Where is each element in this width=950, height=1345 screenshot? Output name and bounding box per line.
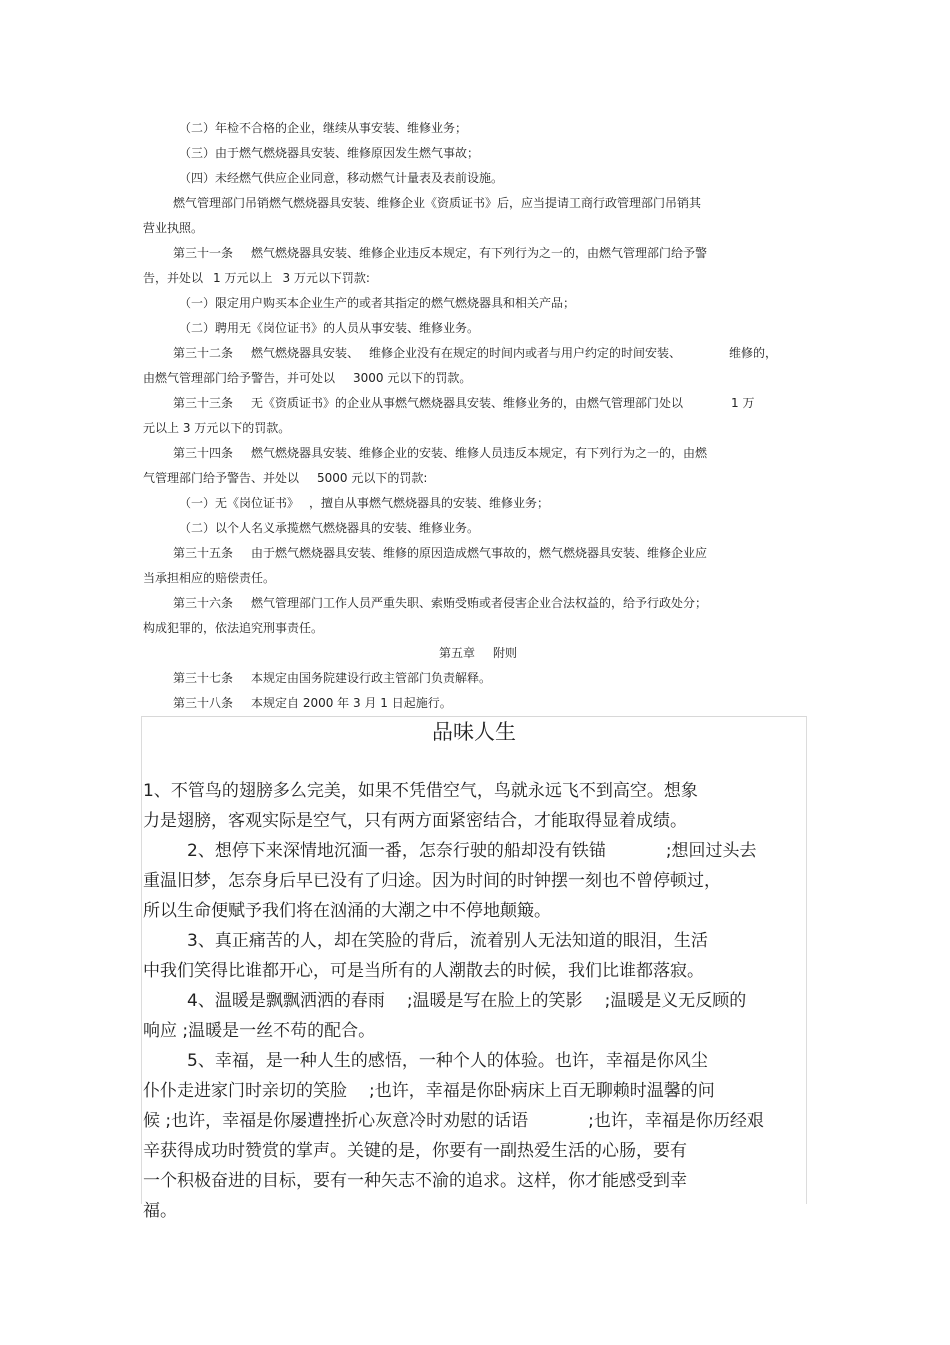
essay-line: 仆仆走进家门时亲切的笑脸 ;也许，幸福是你卧病床上百无聊赖时温馨的问	[143, 1081, 715, 1101]
essay-body	[143, 776, 803, 1226]
article-number: 第三十八条	[173, 696, 234, 710]
essay-line: 4、温暖是飘飘洒洒的春雨 ;温暖是写在脸上的笑影 ;温暖是义无反顾的	[187, 991, 747, 1011]
article-number: 第三十四条	[173, 446, 234, 460]
article-38: 第三十八条 本规定自 2000 年 3 月 1 日起施行。	[173, 696, 452, 710]
essay-line: 一个积极奋进的目标，要有一种矢志不渝的追求。这样，你才能感受到幸	[143, 1171, 687, 1191]
article-number: 第三十二条	[173, 346, 234, 360]
reg-line: （三）由于燃气燃烧器具安装、维修原因发生燃气事故；	[179, 146, 480, 160]
essay-line: 所以生命便赋予我们将在汹涌的大潮之中不停地颠簸。	[143, 901, 551, 921]
article-number: 第三十七条	[173, 671, 234, 685]
article-35: 第三十五条 由于燃气燃烧器具安装、维修的原因造成燃气事故的，燃气燃烧器具安装、维修企业应	[173, 546, 708, 560]
article-36: 第三十六条 燃气管理部门工作人员严重失职、索贿受贿或者侵害企业合法权益的，给予行政处分；	[173, 596, 708, 610]
essay-line: 重温旧梦，怎奈身后早已没有了归途。因为时间的时钟摆一刻也不曾停顿过，	[143, 871, 721, 891]
reg-line: （二）聘用无《岗位证书》的人员从事安装、维修业务。	[179, 321, 480, 335]
article-37: 第三十七条 本规定由国务院建设行政主管部门负责解释。	[173, 671, 492, 685]
essay-line: 5、幸福，是一种人生的感悟，一种个人的体验。也许，幸福是你风尘	[187, 1051, 708, 1071]
essay-line: 力是翅膀，客观实际是空气，只有两方面紧密结合，才能取得显着成绩。	[143, 811, 687, 831]
reg-line: （一）限定用户购买本企业生产的或者其指定的燃气燃烧器具和相关产品；	[179, 296, 576, 310]
chapter-heading: 第五章 附则	[438, 646, 518, 660]
essay-line: 1、不管鸟的翅膀多么完美，如果不凭借空气，鸟就永远飞不到高空。想象	[143, 781, 698, 801]
reg-line: 告，并处以 1 万元以上 3 万元以下罚款:	[143, 271, 370, 285]
reg-line: （四）未经燃气供应企业同意，移动燃气计量表及表前设施。	[179, 171, 504, 185]
reg-line: 营业执照。	[143, 221, 204, 235]
article-number: 第三十六条	[173, 596, 234, 610]
article-number: 第三十三条	[173, 396, 234, 410]
reg-line: （二）年检不合格的企业，继续从事安装、维修业务；	[179, 121, 468, 135]
reg-line: （一）无《岗位证书》 ，擅自从事燃气燃烧器具的安装、维修业务；	[179, 496, 550, 510]
reg-line: 气管理部门给予警告、并处以 5000 元以下的罚款:	[143, 471, 428, 485]
essay-line: 3、真正痛苦的人，却在笑脸的背后，流着别人无法知道的眼泪，生活	[187, 931, 708, 951]
essay-line: 候 ;也许，幸福是你屡遭挫折心灰意冷时劝慰的话语 ;也许，幸福是你历经艰	[143, 1111, 764, 1131]
article-32: 第三十二条 燃气燃烧器具安装、 维修企业没有在规定的时间内或者与用户约定的时间安装、 维修的，	[173, 346, 778, 360]
article-number: 第三十一条	[173, 246, 234, 260]
article-number: 第三十五条	[173, 546, 234, 560]
essay-line: 辛获得成功时赞赏的掌声。关键的是，你要有一副热爱生活的心肠，要有	[143, 1141, 687, 1161]
regulation-text	[143, 116, 813, 716]
reg-line: 燃气管理部门吊销燃气燃烧器具安装、维修企业《资质证书》后，应当提请工商行政管理部门吊销其	[173, 196, 702, 210]
reg-line: 当承担相应的赔偿责任。	[143, 571, 276, 585]
essay-line: 福。	[143, 1201, 177, 1221]
reg-line: 构成犯罪的，依法追究刑事责任。	[143, 621, 324, 635]
article-34: 第三十四条 燃气燃烧器具安装、维修企业的安装、维修人员违反本规定，有下列行为之一的，由燃	[173, 446, 708, 460]
article-31	[143, 241, 813, 266]
reg-line: 元以上 3 万元以下的罚款。	[143, 421, 291, 435]
reg-line: 由燃气管理部门给予警告，并可处以 3000 元以下的罚款。	[143, 371, 472, 385]
essay-title: 品味人生	[432, 720, 516, 744]
essay-line: 2、想停下来深情地沉湎一番，怎奈行驶的船却没有铁锚 ;想回过头去	[187, 841, 757, 861]
reg-line: （二）以个人名义承揽燃气燃烧器具的安装、维修业务。	[179, 521, 480, 535]
essay-line: 中我们笑得比谁都开心，可是当所有的人潮散去的时候，我们比谁都落寂。	[143, 961, 704, 981]
essay-line: 响应 ;温暖是一丝不苟的配合。	[143, 1021, 376, 1041]
article-33: 第三十三条 无《资质证书》的企业从事燃气燃烧器具安装、维修业务的，由燃气管理部门处以 1 万	[173, 396, 755, 410]
article-text: 燃气燃烧器具安装、维修企业违反本规定，有下列行为之一的，由燃气管理部门给予警	[251, 246, 708, 260]
